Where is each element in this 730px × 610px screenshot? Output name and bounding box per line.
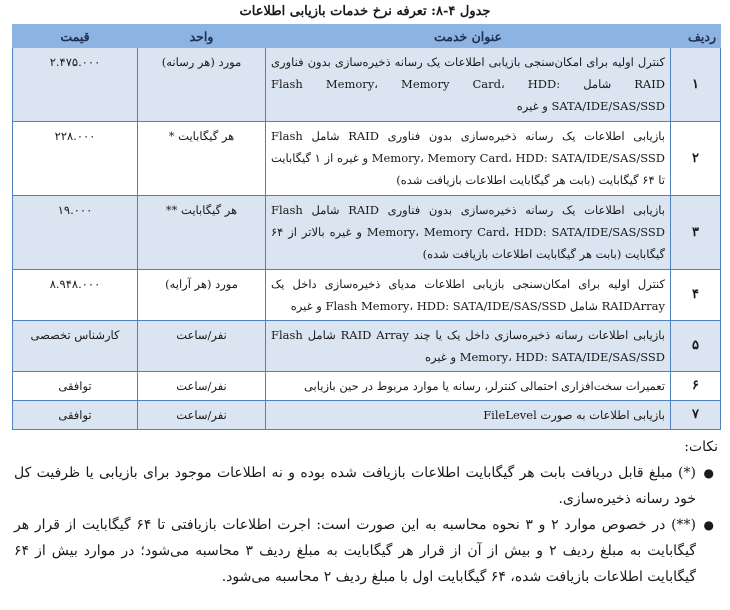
row-number-cell: ۴ [671,270,721,321]
black-circle-bullet-icon: ● [703,466,714,480]
price-cell: ۲۲۸.۰۰۰ [13,122,138,196]
unit-cell: مورد (هر رسانه) [138,48,266,122]
table-row [13,122,721,196]
row-number-cell: ۲ [671,122,721,196]
table-row [13,321,721,372]
service-title-cell: بازیابی اطلاعات یک رسانه ذخیره‌سازی بدون فناوری RAID شامل Flash Memory، Memory Card، HDD: SATA/IDE/SAS/SSD و غیره از ۱ گیگابایت تا ۶۴ گیگابایت (بابت هر گیگابایت اطلاعات بازیافت شده) [266,122,671,196]
table-row [13,48,721,122]
tariff-table [12,24,721,430]
row-number-cell: ۳ [671,196,721,270]
unit-cell: هر گیگابایت * [138,122,266,196]
unit-cell: مورد (هر آرایه) [138,270,266,321]
notes-section [14,434,718,590]
table-header-row [13,25,721,48]
note-text: (**) در خصوص موارد ۲ و ۳ نحوه محاسبه به این صورت است: اجرت اطلاعات بازیافتی تا ۶۴ گیگابایت از قرار هر گیگابایت به مبلغ ردیف ۲ و بیش از آن از قرار هر گیگابایت به مبلغ ردیف ۳ محاسبه می‌شود؛ در موارد بیش از ۶۴ گیگابایت اطلاعات بازیافت شده، ۶۴ گیگابایت اول با مبلغ ردیف ۲ محاسبه می‌شود. [14,517,696,585]
unit-cell: هر گیگابایت ** [138,196,266,270]
price-cell: ۲.۴۷۵.۰۰۰ [13,48,138,122]
service-title-cell: بازیابی اطلاعات یک رسانه ذخیره‌سازی بدون فناوری RAID شامل Flash Memory، Memory Card، HDD: SATA/IDE/SAS/SSD و غیره بالاتر از ۶۴ گیگابایت (بابت هر گیگابایت اطلاعات بازیافت شده) [266,196,671,270]
header-service-title: عنوان خدمت [266,25,671,48]
service-title-cell: کنترل اولیه برای امکان‌سنجی بازیابی اطلاعات مدیای ذخیره‌سازی داخل یک RAIDArray شامل Flash Memory، HDD: SATA/IDE/SAS/SSD و غیره [266,270,671,321]
price-cell: کارشناس تخصصی [13,321,138,372]
service-title-cell: کنترل اولیه برای امکان‌سنجی بازیابی اطلاعات یک رسانه ذخیره‌سازی بدون فناوری RAID شامل Flash Memory، Memory Card، HDD: SATA/IDE/SAS/SSD و غیره [266,48,671,122]
unit-cell: نفر/ساعت [138,321,266,372]
row-number-cell: ۷ [671,401,721,430]
black-circle-bullet-icon: ● [703,518,714,532]
service-title-cell: تعمیرات سخت‌افزاری احتمالی کنترلر، رسانه یا موارد مربوط در حین بازیابی [266,372,671,401]
table-row [13,401,721,430]
price-cell: توافقی [13,372,138,401]
table-body [13,48,721,430]
note-item [14,512,714,590]
row-number-cell: ۶ [671,372,721,401]
row-number-cell: ۱ [671,48,721,122]
price-cell: ۱۹.۰۰۰ [13,196,138,270]
table-row [13,270,721,321]
header-unit: واحد [138,25,266,48]
notes-list [14,460,718,590]
service-title-cell: بازیابی اطلاعات به صورت FileLevel [266,401,671,430]
unit-cell: نفر/ساعت [138,401,266,430]
table-row [13,372,721,401]
service-title-cell: بازیابی اطلاعات رسانه ذخیره‌سازی داخل یک یا چند RAID Array شامل Flash Memory، HDD: SATA/IDE/SAS/SSD و غیره [266,321,671,372]
table-caption: جدول ۴-۸: تعرفه نرخ خدمات بازیابی اطلاعات [239,4,491,19]
unit-cell: نفر/ساعت [138,372,266,401]
row-number-cell: ۵ [671,321,721,372]
price-cell: ۸.۹۴۸.۰۰۰ [13,270,138,321]
header-row-number: ردیف [671,25,721,48]
note-text: (*) مبلغ قابل دریافت بابت هر گیگابایت اطلاعات بازیافت شده بوده و نه اطلاعات موجود برای بازیابی یا ظرفیت کل خود رسانه ذخیره‌سازی. [14,465,696,507]
notes-heading: نکات: [684,439,718,455]
price-cell: توافقی [13,401,138,430]
note-item [14,460,714,512]
header-price: قیمت [13,25,138,48]
table-row [13,196,721,270]
